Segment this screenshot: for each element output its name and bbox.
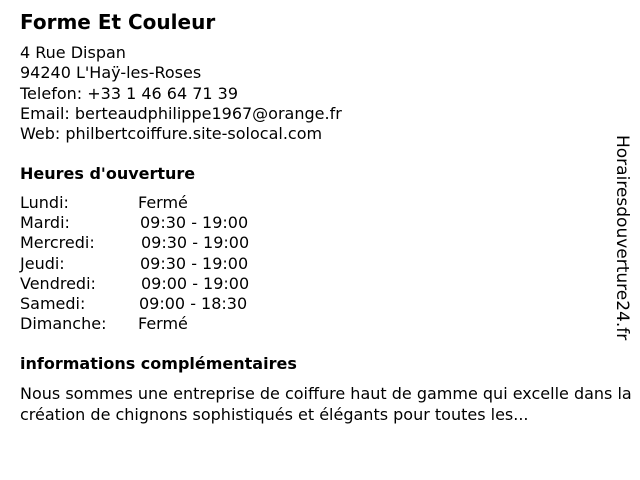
time-value: 09:00 - 19:00 — [141, 273, 250, 293]
business-name: Forme Et Couleur — [20, 10, 216, 34]
business-description: Nous sommes une entreprise de coiffure haut de gamme qui excelle dans la création de chignons sophistiqués et élégants pour toutes les... — [20, 384, 632, 424]
day-label: Vendredi: — [20, 273, 96, 293]
day-label: Lundi: — [20, 193, 69, 212]
day-label: Mardi: — [20, 213, 70, 233]
day-label: Dimanche: — [20, 314, 107, 334]
info-heading: informations complémentaires — [20, 354, 297, 373]
time-value: Fermé — [138, 314, 188, 334]
address-city: 94240 L'Haÿ-les-Roses — [20, 63, 202, 83]
day-label: Mercredi: — [20, 233, 95, 253]
email-address: Email: berteaudphilippe1967@orange.fr — [20, 103, 342, 123]
contact-block — [20, 43, 342, 144]
time-value: 09:00 - 18:30 — [139, 293, 248, 313]
address-street: 4 Rue Dispan — [20, 43, 126, 62]
time-value: Fermé — [138, 193, 188, 212]
site-watermark: Horairesdouverture24.fr — [612, 135, 632, 341]
website: Web: philbertcoiffure.site-solocal.com — [20, 124, 323, 144]
time-value: 09:30 - 19:00 — [140, 213, 249, 233]
phone-number: Telefon: +33 1 46 64 71 39 — [20, 83, 239, 103]
time-value: 09:30 - 19:00 — [141, 233, 250, 253]
hours-heading: Heures d'ouverture — [20, 164, 196, 183]
time-value: 09:30 - 19:00 — [140, 253, 249, 273]
day-label: Jeudi: — [20, 253, 65, 273]
day-label: Samedi: — [20, 293, 86, 313]
